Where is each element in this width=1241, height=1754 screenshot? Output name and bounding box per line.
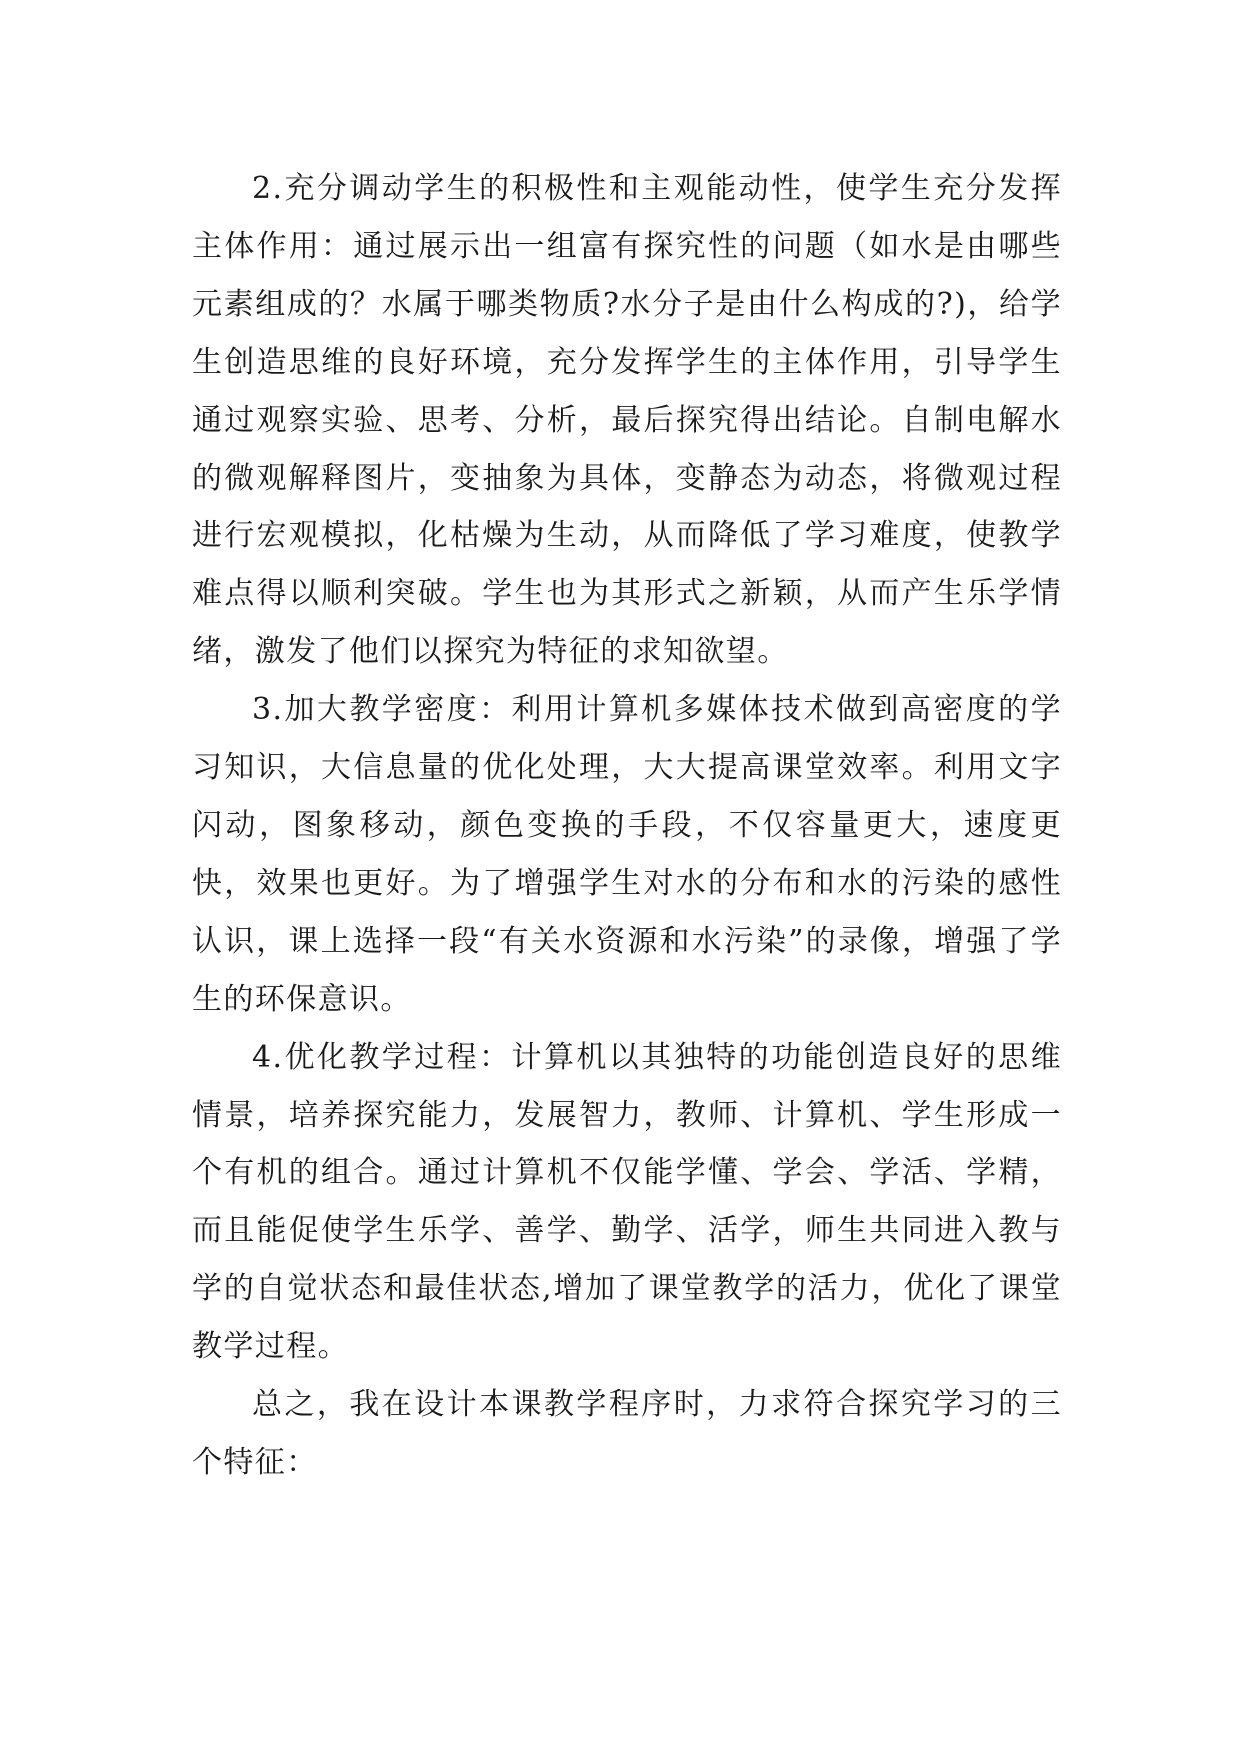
paragraph-point-4: 4.优化教学过程：计算机以其独特的功能创造良好的思维情景，培养探究能力，发展智力，教师、计算机、学生形成一个有机的组合。通过计算机不仅能学懂、学会、学活、学精，而且能促使学生乐学、善学、勤学、活学，师生共同进入教与学的自觉状态和最佳状态,增加了课堂教学的活力，优化了课堂教学过程。: [192, 1039, 1062, 1365]
paragraph-point-3: 3.加大教学密度：利用计算机多媒体技术做到高密度的学习知识，大信息量的优化处理，大大提高课堂效率。利用文字闪动，图象移动，颜色变换的手段，不仅容量更大，速度更快，效果也更好。为了增强学生对水的分布和水的污染的感性认识，课上选择一段“有关水资源和水污染”的录像，增强了学生的环保意识。: [192, 692, 1062, 1017]
paragraph-point-2: 2.充分调动学生的积极性和主观能动性，使学生充分发挥主体作用：通过展示出一组富有探究性的问题（如水是由哪些元素组成的？水属于哪类物质?水分子是由什么构成的?)，给学生创造思维的良好环境，充分发挥学生的主体作用，引导学生通过观察实验、思考、分析，最后探究得出结论。自制电解水的微观解释图片，变抽象为具体，变静态为动态，将微观过程进行宏观模拟，化枯燥为生动，从而降低了学习难度，使教学难点得以顺利突破。学生也为其形式之新颖，从而产生乐学情绪，激发了他们以探究为特征的求知欲望。: [192, 171, 1062, 670]
paragraph-summary: 总之，我在设计本课教学程序时，力求符合探究学习的三个特征：: [192, 1387, 1062, 1480]
document-body: [192, 160, 1062, 1492]
